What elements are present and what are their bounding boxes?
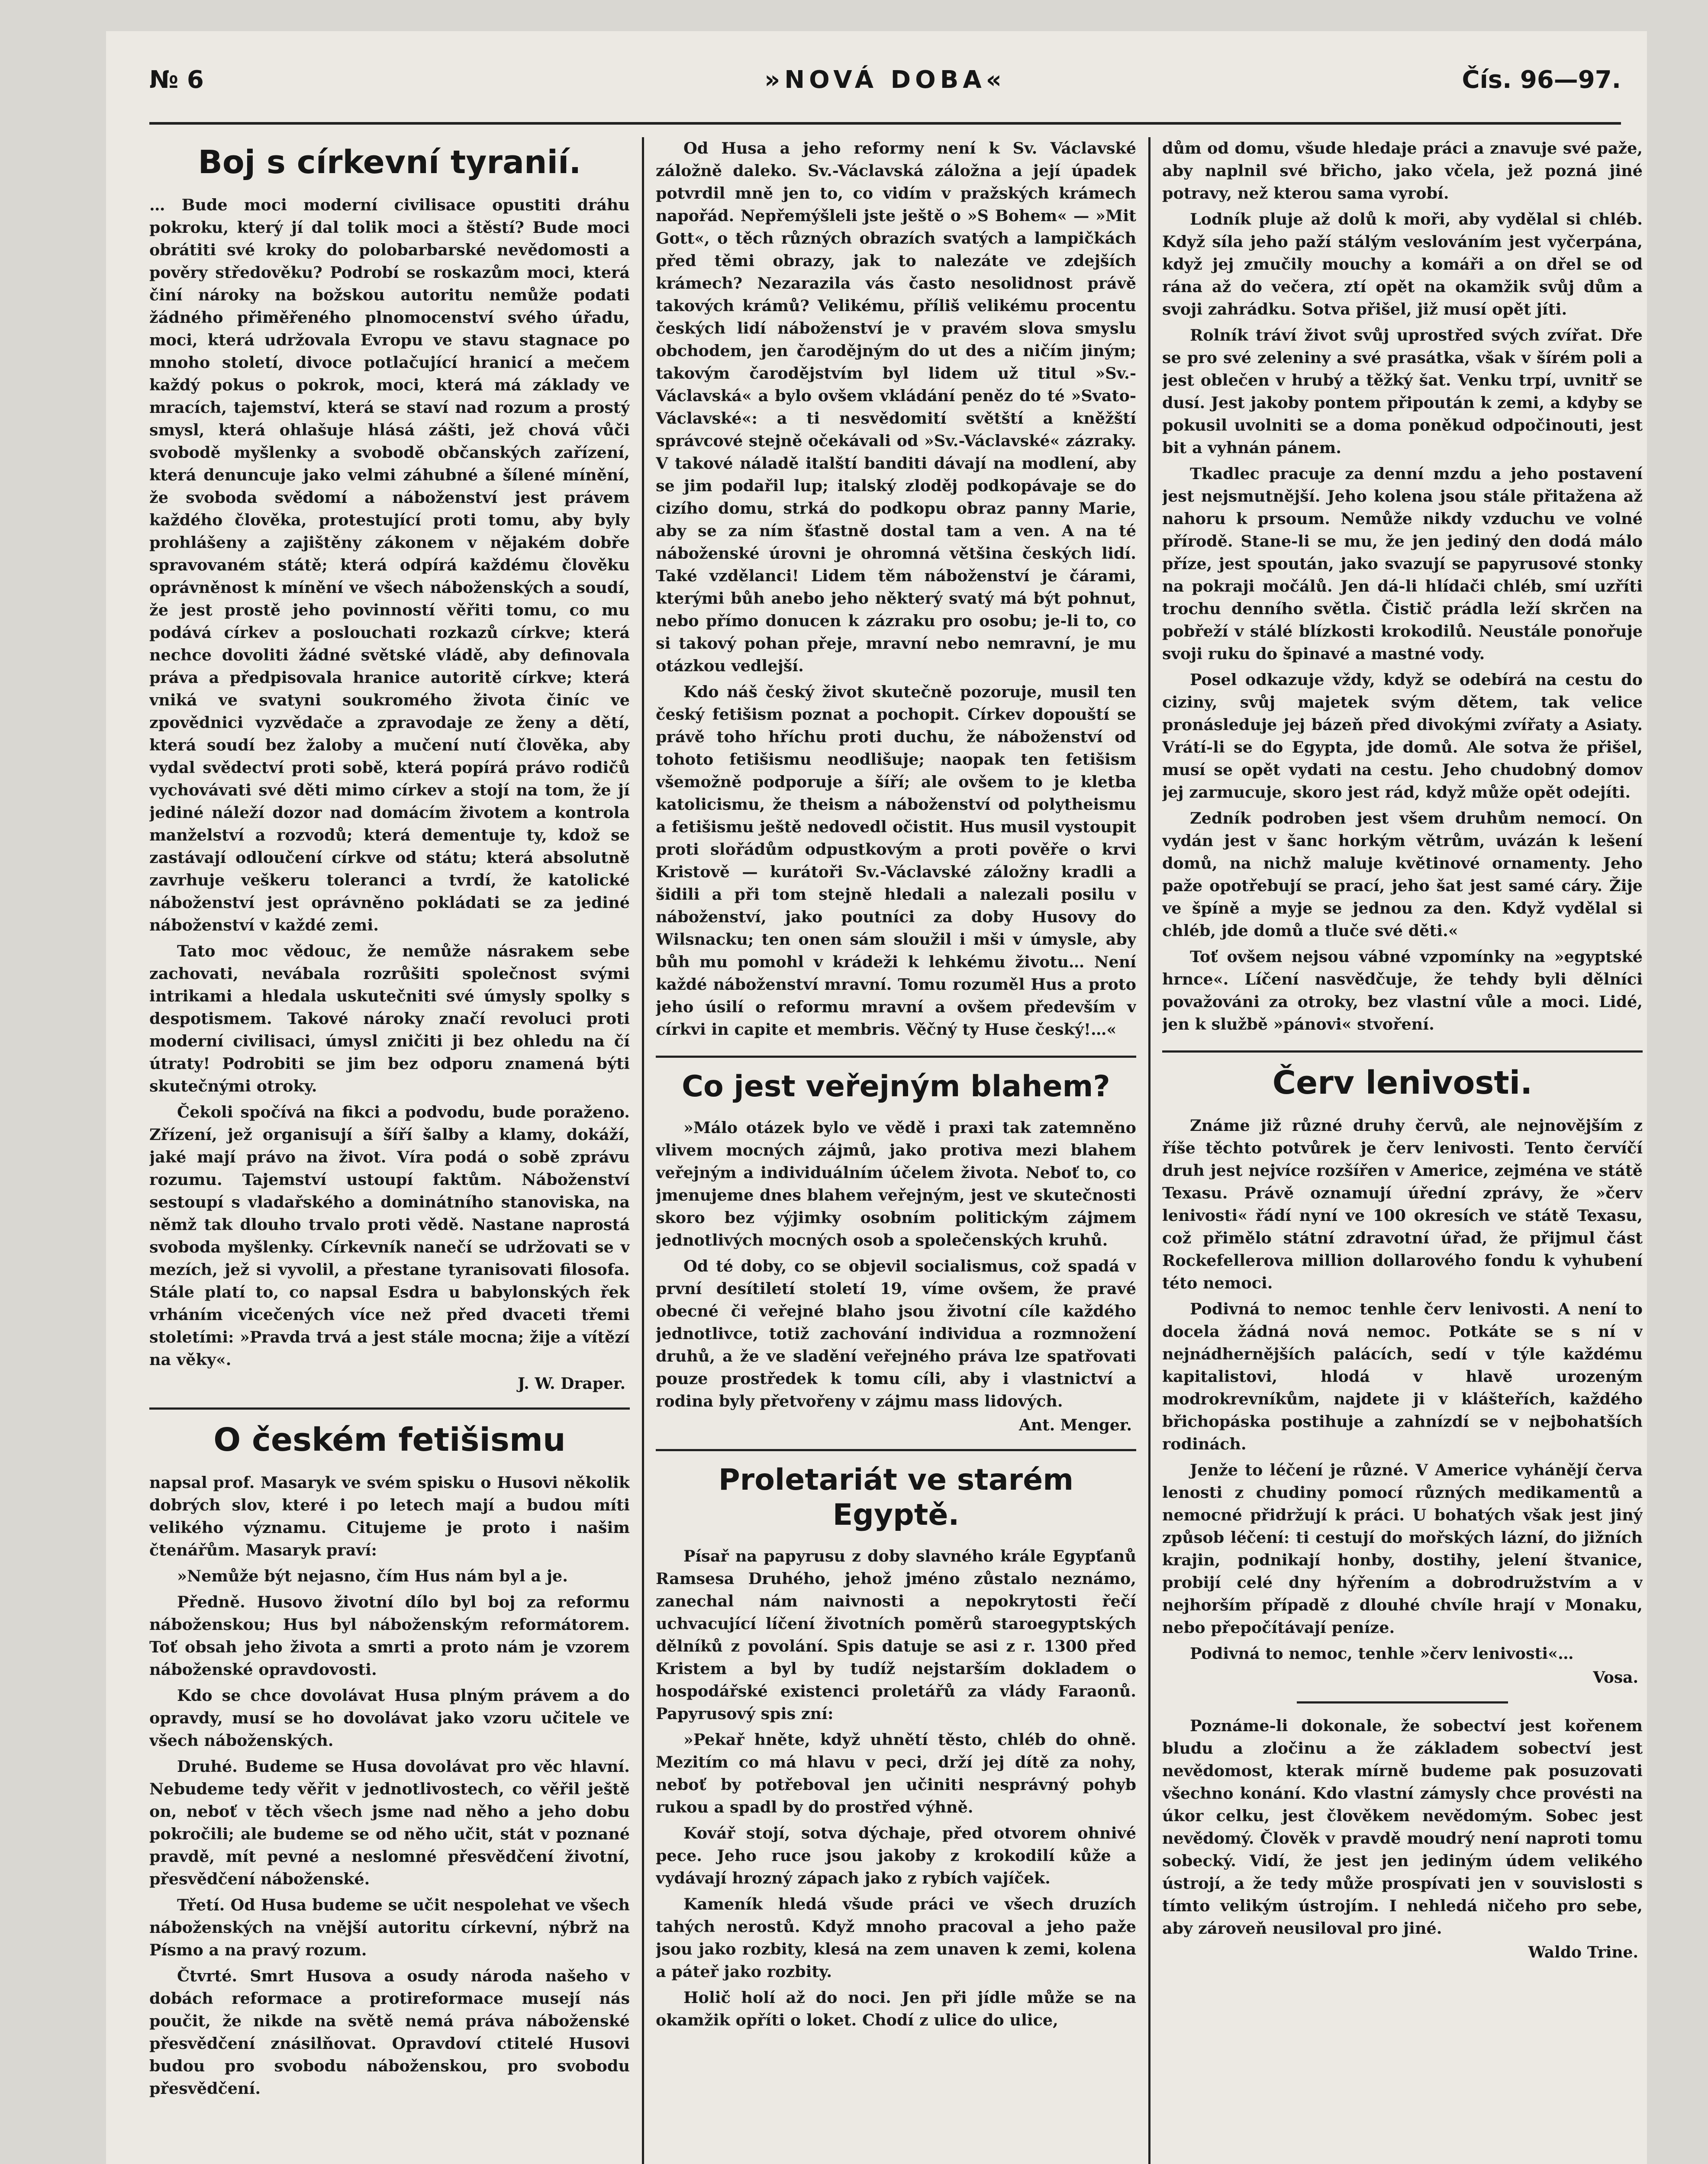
paragraph: Tato moc vědouc, že nemůže násrakem sebe zachovati, nevábala rozrůšiti společnost svými intrikami a hledala uskutečniti své úmysly spolky s despotismem. Takové nároky značí revoluci proti moderní civilisaci, úmysl zničiti ji bez ohledu na čí útraty! Podrobiti se jim bez odporu znamená býti skutečnými otroky. [149,941,630,1095]
paragraph: … Bude moci moderní civilisace opustiti dráhu pokroku, který jí dal tolik moci a štěstí? Bude moci obrátiti své kroky do polobarbarské nevědomosti a pověry středověku? Podrobí se roskazům moci, která činí nároky na božskou autoritu nemůže podati žádného přiměřeného plnomocenství svého úřadu, moci, která udržovala Evropu ve stavu stagnace po mnoho století, divoce potlačující hranicí a mečem každý pokus o pokrok, moci, která má základy ve mracích, tajemství, která se staví nad rozum a prostý smysl, která ohlašuje hlásá zášti, jež chová vůči svobodě myšlenky a svobodě občanských zařízení, která denuncuje jako velmi záhubné a šílené mínění, že svoboda svědomí a náboženství jest právem každého člověka, protestující proti tomu, aby byly prohlášeny a zajištěny zákonem v nějakém dobře spravovaném státě; která odpírá každému člověku oprávněnost k mínění ve všech náboženských a soudí, že jest prostě jeho povinností věřiti tomu, co mu podává církev a poslouchati rozkazů církve; která nechce dovoliti žádné světské vládě, aby definovala práva a předpisovala hranice autoritě církve; která vniká ve svatyni soukromého života činíc ve zpovědnici vyzvědače a zpravodaje ze ženy a dětí, která soudí bez žaloby a mučení nutí člověka, aby vydal svědectví proti sobě, která popírá právo rodičů vychovávati své děti mimo církev a stojí na tom, že jí jediné náleží dozor nad domácím životem a kontrola manželství a rozvodů; která dementuje ty, kdož se zastávají odloučení církve od státu; která absolutně zavrhuje veškeru toleranci a tvrdí, že katolické náboženství jest oprávněno pokládati se za jediné náboženství v každé zemi. [149,195,630,934]
page-number: № 6 [149,66,204,94]
paragraph: Předně. Husovo životní dílo byl boj za reformu náboženskou; Hus byl náboženským reformátorem. Toť obsah jeho života a smrti a proto nám je vzorem náboženské opravdovosti. [149,1592,630,1679]
article-title: Proletariát ve starém Egyptě. [718,1462,1074,1533]
paragraph: Kdo náš český život skutečně pozoruje, musil ten český fetišism poznat a pochopit. Církev dopouští se právě toho hříchu proti duchu, že náboženství od tohoto fetišismu neodlišuje; naopak ten fetišism všemožně podporuje a šíří; ale ovšem to je kletba katolicismu, že theism a náboženství od polytheismu a fetišismu ještě nedovedl očistit. Hus musil vystoupit proti slořádům odpustkovým a proti pověře o krvi Kristově — kurátoři Sv.-Václavské záložny kradli a šidili a při tom stejně hledali a nalezali posilu v náboženství, jako poutníci za doby Husovy do Wilsnacku; ten onen sám sloužil i mši v úmysle, aby bůh mu pomohl v krádeži k lehkému životu… Není každé náboženství mravní. Tomu rozuměl Hus a proto jeho úsilí o reformu mravní a ovšem především v církvi in capite et membris. Věčný ty Huse český!…« [656,683,1136,1039]
section-rule [656,1056,1136,1058]
header-rule [149,122,1621,125]
paragraph: Zedník podroben jest všem druhům nemocí. On vydán jest v šanc horkým větrům, uvázán k lešení domů, na nichž maluje květinové ornamenty. Jeho paže opotřebují se prací, jeho šat jest samé cáry. Žije ve špíně a myje se jednou za den. Když vydělal si chléb, jde domů a tluče své děti.« [1162,809,1643,940]
section-rule [149,1407,630,1410]
newspaper-title: »NOVÁ DOBA« [764,66,1006,94]
paragraph: Poznáme-li dokonale, že sobectví jest kořenem bludu a zločinu a že základem sobectví jest nevědomost, kterak mírně budeme pak posuzovati všechno konání. Kdo vlastní zámysly chce provésti na úkor celku, jest člověkem nevědomým. Sobec jest nevědomý. Člověk v pravdě moudrý není naproti tomu sobecký. Vidí, že jest jen jediným údem velikého ústrojí, a že tedy může prospívati jen v souvislosti s tímto velikým ústrojím. I nehledá ničeho pro sebe, aby zároveň neusiloval pro jiné. [1162,1716,1643,1938]
article-title: Co jest veřejným blahem? [682,1069,1110,1104]
article-signature: Vosa. [1593,1668,1638,1687]
paragraph: Kdo se chce dovolávat Husa plným právem a do opravdy, musí se ho dovolávat jako vzoru učitele ve všech náboženských. [149,1686,630,1750]
paragraph: Posel odkazuje vždy, když se odebírá na cestu do ciziny, svůj majetek svým dětem, tak velice pronásleduje jej bázeň před divokými zvířaty a Asiaty. Vrátí-li se do Egypta, jde domů. Ale sotva že přišel, musí se opět vydati na cestu. Jeho chudobný domov jej zarmucuje, skoro jest rád, když může opět odejíti. [1162,670,1643,802]
paragraph: Třetí. Od Husa budeme se učit nespolehat ve všech náboženských na vnější autoritu církevní, nýbrž na Písmo a na pravý rozum. [149,1895,630,1959]
paragraph: Podivná to nemoc, tenhle »červ lenivosti«… [1190,1644,1574,1663]
column-divider [642,137,644,2164]
newspaper-page [106,31,1647,2164]
paragraph: Čekoli spočívá na fikci a podvodu, bude poraženo. Zřízení, jež organisují a šíří šalby a klamy, dokáží, jaké mají právo na život. Víra podá o sobě zprávu rozumu. Tajemství ustoupí faktům. Náboženství sestoupí s vladařského a dominátního stanoviska, na němž tak dlouho trvalo proti vědě. Nastane naprostá svoboda myšlenky. Církevník nanečí se udržovati se v mezích, jež si vyvolil, a přestane tyranisovati filosofa. Stále platí to, co napsal Esdra u babylonských řek vrháním vicečených více než před dvaceti třemi stoletími: »Pravda trvá a jest stále mocna; žije a vítězí na věky«. [149,1102,630,1369]
paragraph: Podivná to nemoc tenhle červ lenivosti. A není to docela žádná nová nemoc. Potkáte se s ní v nejnádhernějších palácích, sedí v týle každému kapitalistovi, hlodá v hlavě urozeným modrokrevníkům, najdete ji v klášteřích, každého břichopáska postihuje a zahnízdí se v nejbohatších rodinách. [1162,1299,1643,1453]
article-signature: Ant. Menger. [1019,1416,1132,1434]
paragraph: dům od domu, všude hledaje práci a znavuje své paže, aby naplnil své břicho, jako včela, jež pozná jiné potravy, než kterou sama vyrobí. [1162,139,1643,203]
paragraph: Známe již různé druhy červů, ale nejnovějším z říše těchto potvůrek je červ lenivosti. Tento červíčí druh jest nejvíce rozšířen v Americe, zejména ve státě Texasu. Právě oznamují úřední zprávy, že »červ lenivosti« řádí nyní ve 100 okresích ve státě Texasu, což přimělo státní zdravotní úřad, že přijmul část Rockefellerova million dollarového fondu k vyhubení této nemoci. [1162,1116,1643,1292]
paragraph: »Nemůže být nejasno, čím Hus nám byl a je. [177,1566,568,1585]
paragraph: »Málo otázek bylo ve vědě i praxi tak zatemněno vlivem mocných zájmů, jako protiva mezi blahem veřejným a individuálním účelem života. Neboť to, co jmenujeme dnes blahem veřejným, jest ve skutečnosti skoro bez výjimky osobním politickým zájmem jednotlivých mocných osob a společenských kruhů. [656,1118,1136,1249]
column-3 [1162,137,1643,2164]
page-header [149,66,1621,113]
column-2 [656,137,1136,2164]
paragraph: »Pekař hněte, když uhnětí těsto, chléb do ohně. Mezitím co má hlavu v peci, drží jej dítě za nohy, neboť by potřeboval jen učiniti nesprávný pohyb rukou a spadl by do prostřed výhně. [656,1730,1136,1816]
paragraph: Druhé. Budeme se Husa dovolávat pro věc hlavní. Nebudeme tedy věřit v jednotlivostech, co věřil ještě on, neboť v těch všech jsme nad něho a jeho dobu pokročili; ale budeme se od něho učit, stát v poznané pravdě, mít pevné a neslomné přesvědčení životní, přesvědčení náboženské. [149,1757,630,1888]
paragraph: Tkadlec pracuje za denní mzdu a jeho postavení jest nejsmutnější. Jeho kolena jsou stále přitažena až nahoru k prsoum. Nemůže nikdy vzduchu ve volné přírodě. Stane-li se mu, že jen jediný den dodá málo příze, jest spoután, jako svazují se papyrusové stonky na pokraji močálů. Jen dá-li hlídači chléb, smí uzříti trochu denního světla. Čistič prádla leží skrčen na pobřeží v stálé blízkosti krokodilů. Neustále ponořuje svoji ruku do špinavé a mastné vody. [1162,464,1643,663]
paragraph: Kameník hledá všude práci ve všech druzích tahých nerostů. Když mnoho pracoval a jeho paže jsou jako rozbity, klesá na zem unaven k zemi, kolena a páteř jako rozbity. [656,1894,1136,1981]
section-rule [1162,1050,1643,1053]
issue-number: Čís. 96—97. [1462,66,1621,94]
column-1 [149,137,630,2164]
article-title: Boj s církevní tyranií. [198,144,581,181]
paragraph: Rolník tráví život svůj uprostřed svých zvířat. Dře se pro své zeleniny a své prasátka, však v šírém poli a jest oblečen v hrubý a těžký šat. Venku trpí, uvnitř se dusí. Jest jakoby pontem připoután k zemi, a kdyby se pokusil uvolniti se a doma poněkud odpočinouti, jest bit a vyhnán pánem. [1162,326,1643,457]
paragraph: Čtvrté. Smrt Husova a osudy národa našeho v dobách reformace a protireformace musejí nás poučit, že nikde na světě nemá práva náboženské přesvědčení znásilňovat. Opravdoví ctitelé Husovi budou pro svobodu náboženskou, pro svobodu přesvědčení. [149,1966,630,2098]
article-signature: Waldo Trine. [1528,1943,1638,1961]
paragraph: napsal prof. Masaryk ve svém spisku o Husovi několik dobrých slov, které i po letech mají a budou míti velikého významu. Citujeme je proto i našim čtenářům. Masaryk praví: [149,1473,630,1559]
article-title: Červ lenivosti. [1272,1064,1533,1101]
paragraph: Lodník pluje až dolů k moři, aby vydělal si chléb. Když síla jeho paží stálým veslováním jest vyčerpána, když jej zmučily mouchy a komáři a on dřel se od rána až do večera, ztí opět na okamžik svůj dům a svoji zahrádku. Sotva přišel, již musí opět jíti. [1162,210,1643,319]
paragraph: Kovář stojí, sotva dýchaje, před otvorem ohnivé pece. Jeho ruce jsou jakoby z krokodilí kůže a vydávají hrozný zápach jako z rybích vajíček. [656,1823,1136,1887]
section-rule [1297,1701,1508,1704]
article-title: O českém fetišismu [213,1421,566,1459]
column-divider [1148,137,1150,2164]
article-signature: J. W. Draper. [518,1374,625,1393]
paragraph: Jenže to léčení je různé. V Americe vyhánějí červa lenosti z chudiny pomocí různých medikamentů a nemocné přidržují k práci. U bohatých však jest jiný způsob léčení: ti cestují do mořských lázní, do jižních krajin, podnikají honby, dostihy, jelení štvanice, probijí celé dny hýřením a dobrodružstvím a v nejhorším případě z dlouhé chvíle hrají v Monaku, nebo přepočítávají peníze. [1162,1460,1643,1637]
paragraph: Písař na papyrusu z doby slavného krále Egypťanů Ramsesa Druhého, jehož jméno zůstalo neznámo, zanechal nám naivnosti a nepokrytosti řečí uchvacující líčení životních poměrů staroegyptských dělníků z povolání. Spis datuje se asi z r. 1300 před Kristem a byl by tudíž nejstarším dokladem o hospodářské existenci proletářů za vlády Faraonů. Papyrusový spis zní: [656,1546,1136,1723]
paragraph: Toť ovšem nejsou vábné vzpomínky na »egyptské hrnce«. Líčení nasvědčuje, že tehdy byli dělníci považováni za otroky, bez vlastní vůle a moci. Lidé, jen k službě »pánovi« stvoření. [1162,947,1643,1034]
section-rule [656,1449,1136,1451]
paragraph: Od té doby, co se objevil socialismus, což spadá v první desítiletí století 19, víme ovšem, že pravé obecné či veřejné blaho jsou životní cíle každého jednotlivce, totiž zachování individua a rozmnožení druhů, a že ve sladění veřejného práva lze spatřovati pouze prostředek k tomu cíli, aby i vlastnictví a rodina byly přetvořeny v zájmu mass lidových. [656,1256,1136,1410]
paragraph: Holič holí až do noci. Jen při jídle může se na okamžik opříti o loket. Chodí z ulice do ulice, [656,1988,1136,2029]
paragraph: Od Husa a jeho reformy není k Sv. Václavské záložně daleko. Sv.-Václavská záložna a její úpadek potvrdil mně jen to, co vidím v pražských krámech napořád. Nepřemýšleli jste ještě o »S Bohem« — »Mit Gott«, o těch různých obrazích svatých a lampičkách před těmi obrazy, jak to nalezáte ve zdejších krámech? Nezarazila vás často nesolidnost právě takových krámů? Velikému, příliš velikému procentu českých lidí náboženství je v pravém slova smyslu obchodem, jen čarodějným do ut des a ničím jiným; takovým čarodějstvím byl lidem už titul »Sv.-Václavská« a bylo ovšem vkládání peněz do té »Svato-Václavské«: a ti nesvědomití světští a kněžští správcové stejně očekávali od »Sv.-Václavské« zázraky. V takové náladě italští banditi dávají na modlení, aby se jim podařil lup; italský zloděj podkopávaje se do cizího domu, strká do podkopu obraz panny Marie, aby se za ním šťastně dostal tam a ven. A na té náboženské úrovni je ohromná většina českých lidí. Také vzdělanci! Lidem těm náboženství je čárami, kterými bůh anebo jeho některý svatý má být pohnut, nebo přímo donucen k zázraku pro osobu; je-li to, co si takový pohan přeje, mravní nebo nemravní, je mu otázkou vedlejší. [656,139,1136,675]
